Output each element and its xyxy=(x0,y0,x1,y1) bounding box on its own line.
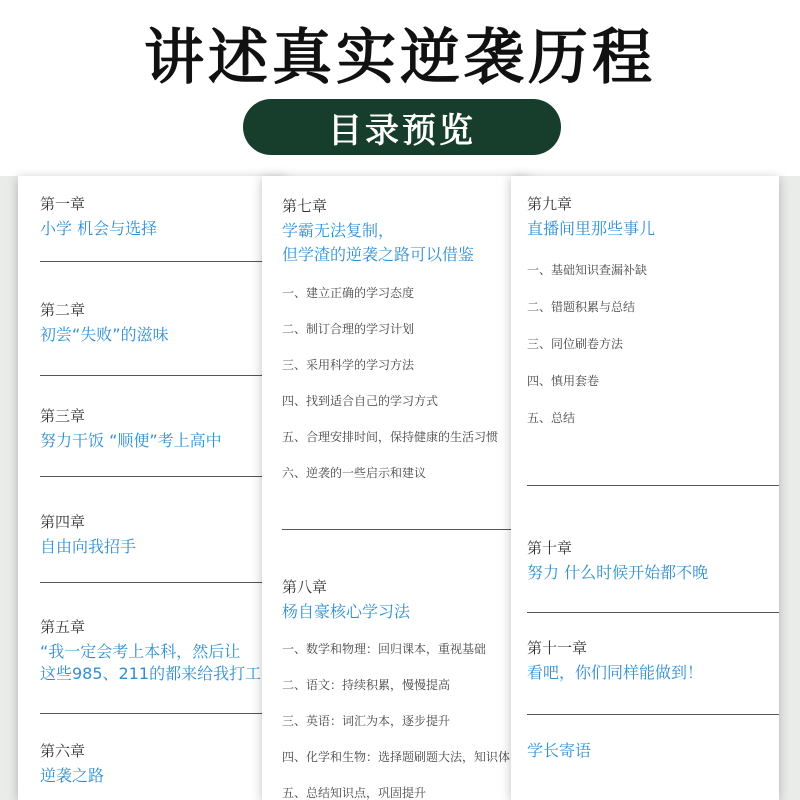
divider xyxy=(40,261,286,262)
chapter-11 xyxy=(527,638,703,684)
toc-card-right xyxy=(511,176,779,800)
chapter-title: 直播间里那些事儿 xyxy=(527,219,656,238)
section-item: 三、英语：词汇为本，逐步提升 xyxy=(282,714,451,728)
chapter-label: 第十一章 xyxy=(527,639,588,657)
chapter-2 xyxy=(40,300,169,346)
chapter-title: 努力干饭 “顺便”考上高中 xyxy=(40,431,222,450)
chapter-9 xyxy=(527,194,655,240)
page-title: 讲述真实逆袭历程 xyxy=(144,23,656,93)
chapter-7 xyxy=(282,196,474,266)
chapter-label: 第五章 xyxy=(40,618,86,636)
chapter-3 xyxy=(40,406,222,452)
chapter-10 xyxy=(527,538,708,584)
toc-card-middle xyxy=(262,176,530,800)
chapter-title-line2: 但学渣的逆袭之路可以借鉴 xyxy=(282,245,475,264)
afterword xyxy=(527,736,591,762)
afterword-title: 学长寄语 xyxy=(527,741,592,760)
chapter-title: 努力 什么时候开始都不晚 xyxy=(527,563,709,582)
section-item: 三、采用科学的学习方法 xyxy=(282,358,415,372)
chapter-label: 第二章 xyxy=(40,301,86,319)
divider xyxy=(40,476,286,477)
section-item: 三、同位刷卷方法 xyxy=(527,337,624,351)
section-item: 五、总结 xyxy=(527,411,576,425)
section-item: 二、错题积累与总结 xyxy=(527,300,636,314)
divider xyxy=(282,529,530,530)
chapter-6 xyxy=(40,741,104,787)
section-item: 四、化学和生物：选择题刷题大法，知识体 xyxy=(282,750,511,764)
chapter-label: 第三章 xyxy=(40,407,86,425)
chapter-title: 自由向我招手 xyxy=(40,537,137,556)
chapter-title-line2: 这些985、211的都来给我打工 xyxy=(40,664,262,683)
divider xyxy=(527,485,779,486)
chapter-5 xyxy=(40,617,261,685)
chapter-label: 第十章 xyxy=(527,539,573,557)
chapter-label: 第四章 xyxy=(40,513,86,531)
chapter-title: 看吧，你们同样能做到！ xyxy=(527,663,704,682)
divider xyxy=(527,612,779,613)
chapter-label: 第七章 xyxy=(282,197,328,215)
chapter-label: 第一章 xyxy=(40,195,86,213)
chapter-title: 杨自豪核心学习法 xyxy=(282,602,411,621)
chapter-label: 第八章 xyxy=(282,578,328,596)
divider xyxy=(40,582,286,583)
section-item: 四、找到适合自己的学习方式 xyxy=(282,394,439,408)
section-item: 五、总结知识点，巩固提升 xyxy=(282,786,427,800)
chapter-title: 逆袭之路 xyxy=(40,766,105,785)
section-item: 二、语文：持续积累，慢慢提高 xyxy=(282,678,451,692)
chapter-title-line1: “我一定会考上本科，然后让 xyxy=(40,642,241,661)
divider xyxy=(40,713,286,714)
chapter-1 xyxy=(40,194,157,240)
section-item: 四、慎用套卷 xyxy=(527,374,600,388)
divider xyxy=(40,375,286,376)
divider xyxy=(527,714,779,715)
chapter-label: 第六章 xyxy=(40,742,86,760)
chapter-title: 小学 机会与选择 xyxy=(40,219,158,238)
section-item: 六、逆袭的一些启示和建议 xyxy=(282,466,427,480)
section-item: 一、建立正确的学习态度 xyxy=(282,286,415,300)
section-item: 一、数学和物理：回归课本，重视基础 xyxy=(282,642,487,656)
chapter-title-line1: 学霸无法复制， xyxy=(282,221,395,240)
chapter-4 xyxy=(40,512,136,558)
section-item: 一、基础知识查漏补缺 xyxy=(527,263,648,277)
section-item: 二、制订合理的学习计划 xyxy=(282,322,415,336)
chapter-title: 初尝“失败”的滋味 xyxy=(40,325,169,344)
chapter-8 xyxy=(282,577,410,623)
toc-preview-badge: 目录预览 xyxy=(243,99,561,155)
chapter-label: 第九章 xyxy=(527,195,573,213)
toc-card-left xyxy=(18,176,286,800)
section-item: 五、合理安排时间，保持健康的生活习惯 xyxy=(282,430,499,444)
